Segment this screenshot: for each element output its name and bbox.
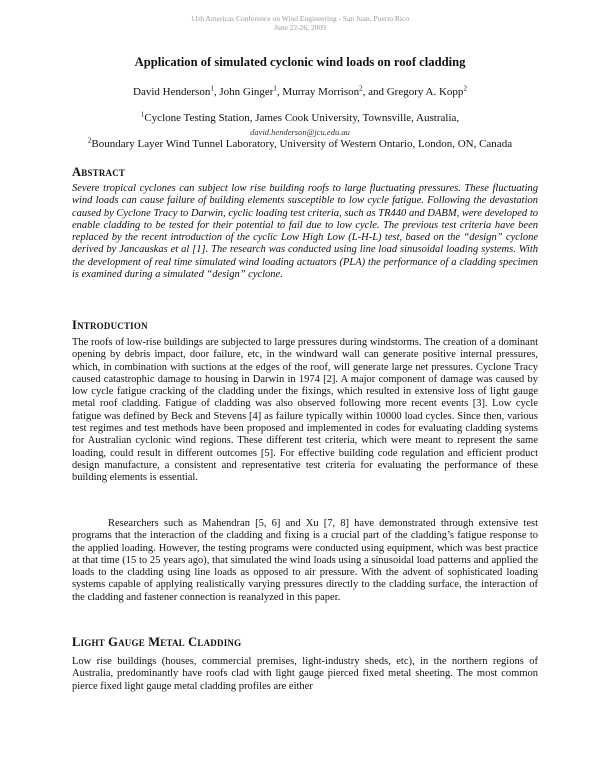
affiliation-2 [0,138,600,150]
author-affil-mark: 1 [210,84,214,93]
author-name: , John Ginger [213,86,274,98]
conference-dates: June 22-26, 2009 [274,23,326,32]
affil-mark: 2 [87,136,92,145]
affil-mark: 1 [140,110,145,119]
abstract-text: Severe tropical cyclones can subject low rise building roofs to large fluctuating pressures. These fluctuating wind loads can cause failure of building elements susceptible to low cycle fatigue. Following the devastation caused by Cyclone Tracy to Darwin, cyclic loading test criteria, such as TR440 and DABM, were developed to enable cladding to be tested for their potential to fail due to low cycle. The previous test criteria have been replaced by the recent introduction of the cyclic Low High Low (L-H-L) test, based on the “design” cyclone derived by Jancauskas et al [1]. The research was conducted using line load sinusoidal loading systems. With the development of real time simulated wind loading actuators (PLA) the performance of a cladding specimen is examined during a simulated “design” cyclone. [72,183,538,281]
affil-text: Cyclone Testing Station, James Cook University, Townsville, Australia, [144,112,460,124]
introduction-heading: Introduction [72,318,148,332]
author-name: , and Gregory A. Kopp [362,86,464,98]
paper-title: Application of simulated cyclonic wind loads on roof cladding [134,55,466,69]
author-name: David Henderson [133,86,211,98]
abstract-heading: Abstract [72,165,126,179]
author-list [0,86,600,98]
author-email: david.henderson@jcu.edu.au [250,127,350,137]
light-gauge-paragraph-1: Low rise buildings (houses, commercial premises, light-industry sheds, etc), in the northern regions of Australia, predominantly have roofs clad with light gauge pierced fixed metal sheeting. The most common pierce fixed light gauge metal cladding profiles are either [72,656,538,692]
author-affil-mark: 1 [273,84,277,93]
author-affil-mark: 2 [359,84,363,93]
conference-header: 11th Americas Conference on Wind Engineering - San Juan, Puerto Rico [190,14,410,23]
introduction-paragraph-2: Researchers such as Mahendran [5, 6] and Xu [7, 8] have demonstrated through extensive test programs that the interaction of the cladding and fixing is a crucial part of the cladding’s fatigue response to the applied loading. However, the testing programs were conducted using equipment, which was best practice at that time (15 to 25 years ago), that simulated the wind loads using a sinusoidal load patterns and applied the loads to the cladding using line loads as opposed to air pressure. With the advent of sophisticated loading systems capable of applying realistically varying pressures directly to the cladding surface, the interaction of the cladding and fastener connection is reanalyzed in this paper. [72,518,538,603]
light-gauge-heading: Light Gauge Metal Cladding [72,635,242,649]
author-affil-mark: 2 [463,84,467,93]
affil-text: Boundary Layer Wind Tunnel Laboratory, University of Western Ontario, London, ON, Canada [91,138,513,150]
introduction-paragraph-1: The roofs of low-rise buildings are subjected to large pressures during windstorms. The creation of a dominant opening by debris impact, door failure, etc, in the windward wall can generate positive internal pressures, which, in combination with suctions at the edges of the roof, will generate large net pressures. Cyclone Tracy caused catastrophic damage to housing in Darwin in 1974 [2]. A major component of damage was caused by low cycle fatigue cracking of the cladding under the fixings, which resulted in extensive loss of light gauge metal roof cladding. Fatigue of cladding was also observed following more recent events [3]. Low cycle fatigue was defined by Beck and Stevens [4] as failure typically within 10000 load cycles. Since then, various test regimes and test methods have been proposed and implemented in codes for evaluating cladding systems for Australian cyclonic wind regions. These different test criteria, which were meant to represent the same loading, could result in different outcomes [5]. For effective building code regulation and efficient product design manufacture, a consistent and representative test criteria for evaluating the performance of these building elements is essential. [72,337,538,484]
affiliation-1 [0,112,600,124]
author-name: , Murray Morrison [276,86,360,98]
